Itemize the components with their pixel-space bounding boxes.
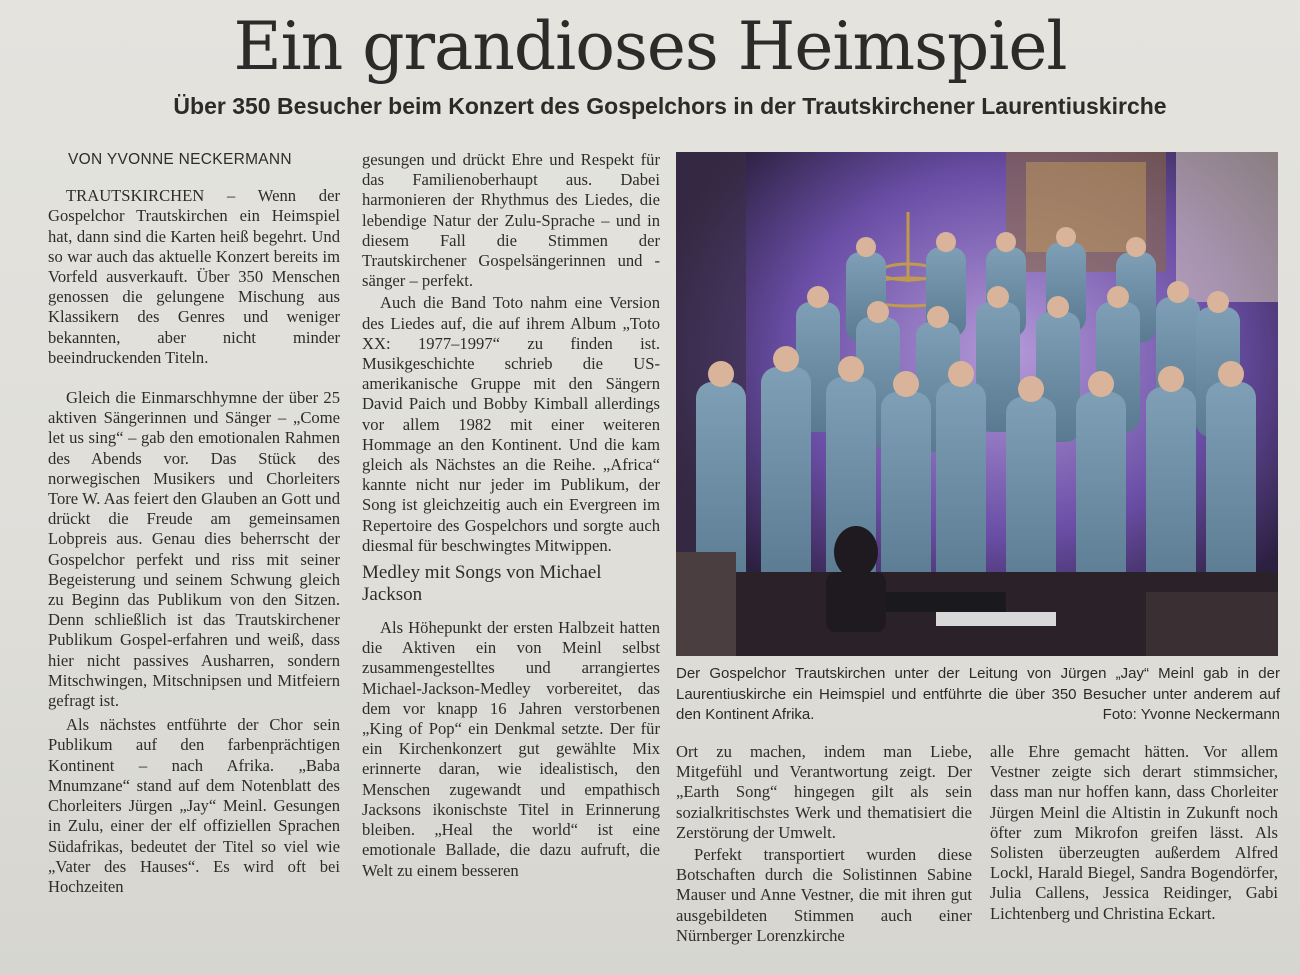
photo-caption <box>676 664 1280 726</box>
choir-photo-illustration <box>676 152 1278 656</box>
article-column-1 <box>48 150 340 897</box>
section-subheading: Medley mit Songs von Michael Jackson <box>362 562 602 606</box>
paragraph: Als nächstes entführte der Chor sein Publikum auf den farbenprächtigen Kontinent – nach Afrika. „Baba Mnumzane“ stand auf dem Notenblatt des Chorleiters Jürgen „Jay“ Meinl. Gesungen in Zulu, einer der elf offiziellen Sprachen Südafrikas, bedeutet der Titel so viel wie „Vater des Hauses“. Es wird oft bei Hochzeiten <box>48 715 340 896</box>
paragraph: alle Ehre gemacht hätten. Vor allem Vestner zeigte sich derart stimmsicher, dass man nur hoffen kann, dass Chorleiter Jürgen Meinl die Altistin in Zukunft noch öfter zum Mikrofon greifen lässt. Als Solisten überzeugten außerdem Alfred Lockl, Harald Biegel, Sandra Bogendörfer, Julia Callens, Jessica Reidinger, Gabi Lichtenberg und Christina Eckart. <box>990 742 1278 923</box>
paragraph: Perfekt transportiert wurden diese Botschaften durch die Solistinnen Sabine Mauser und Anne Vestner, die mit ihren gut ausgebildeten Stimmen auch einer Nürnberger Lorenzkirche <box>676 845 972 945</box>
paragraph: Auch die Band Toto nahm eine Version des Liedes auf, die auf ihrem Album „Toto XX: 1977–1997“ zu finden ist. Musikgeschichte schrieb die US-amerikanische Gruppe mit den Sängern David Paich und Bobby Kimball allerdings vor allem 1982 mit einer weiteren Hommage an den Kontinent. Und die kam gleich als Nächstes an die Reihe. „Africa“ kannte nicht nur jeder im Publikum, der Song ist gleichzeitig auch ein Evergreen im Repertoire des Gospelchors und sorgte auch diesmal für beschwingtes Mitwippen. <box>362 293 660 555</box>
paragraph: TRAUTSKIRCHEN – Wenn der Gospelchor Trautskirchen ein Heimspiel hat, dann sind die Karten heiß begehrt. Und so war auch das aktuelle Konzert bereits im Vorfeld ausverkauft. Über 350 Menschen genossen die gelungene Mischung aus Klassikern des Genres und weniger bekannten, aber nicht minder beeindruckenden Titeln. <box>48 186 340 367</box>
choir-photo <box>676 152 1278 656</box>
article-column-2 <box>362 150 660 881</box>
paragraph: Als Höhepunkt der ersten Halbzeit hatten die Aktiven ein von Meinl selbst zusammengestelltes und arrangiertes Michael-Jackson-Medley vorbereitet, das dem vor knapp 16 Jahren verstorbenen „King of Pop“ ein Denkmal setzte. Der für ein Kirchenkonzert gut gewählte Mix erinnerte daran, wie idealistisch, den Menschen zugewandt und empathisch Jacksons ikonischste Titel in Erinnerung bleiben. „Heal the world“ ist eine emotionale Ballade, die dazu aufruft, die Welt zu einem besseren <box>362 618 660 880</box>
caption-text: Der Gospelchor Trautskirchen unter der Leitung von Jürgen „Jay“ Meinl gab in der Laurentiuskirche ein Heimspiel und entführte die über 350 Besucher unter anderem auf den Kontinent Afrika. <box>676 665 1280 723</box>
paragraph: Ort zu machen, indem man Liebe, Mitgefühl und Verantwortung zeigt. Der „Earth Song“ hingegen gilt als sein sozialkritischstes Werk und thematisiert die Zerstörung der Umwelt. <box>676 742 972 842</box>
paragraph: Gleich die Einmarschhymne der über 25 aktiven Sängerinnen und Sänger – „Come let us sing“ – gab den emotionalen Rahmen des Abends vor. Das Stück des norwegischen Musikers und Chorleiters Tore W. Aas feiert den Glauben an Gott und drückt die Freude am gemeinsamen Lobpreis aus. Genau dies beherrscht der Gospelchor perfekt und riss mit seiner Begeisterung und seinem Schwung gleich zu Beginn das Publikum von den Sitzen. Denn schließlich ist das Trautskirchener Publikum Gospel-erfahren und weiß, dass hier nicht passives Ausharren, sondern Mitschwingen, Mitschnipsen und Mitfeiern gefragt ist. <box>48 388 340 711</box>
photo-credit: Foto: Yvonne Neckermann <box>1102 706 1280 723</box>
paragraph: gesungen und drückt Ehre und Respekt für das Familienoberhaupt aus. Dabei harmonieren der Rhythmus des Liedes, die lebendige Natur der Zulu-Sprache – und in diesem Fall die Stimmen der Trautskirchener Gospelsängerinnen und -sänger – perfekt. <box>362 150 660 291</box>
byline: VON YVONNE NECKERMANN <box>68 151 292 168</box>
article-column-3 <box>676 742 972 946</box>
subheadline: Über 350 Besucher beim Konzert des Gospelchors in der Trautskirchener Laurentiuskirche <box>173 93 1167 119</box>
article-column-4 <box>990 742 1278 924</box>
headline: Ein grandioses Heimspiel <box>233 8 1067 85</box>
